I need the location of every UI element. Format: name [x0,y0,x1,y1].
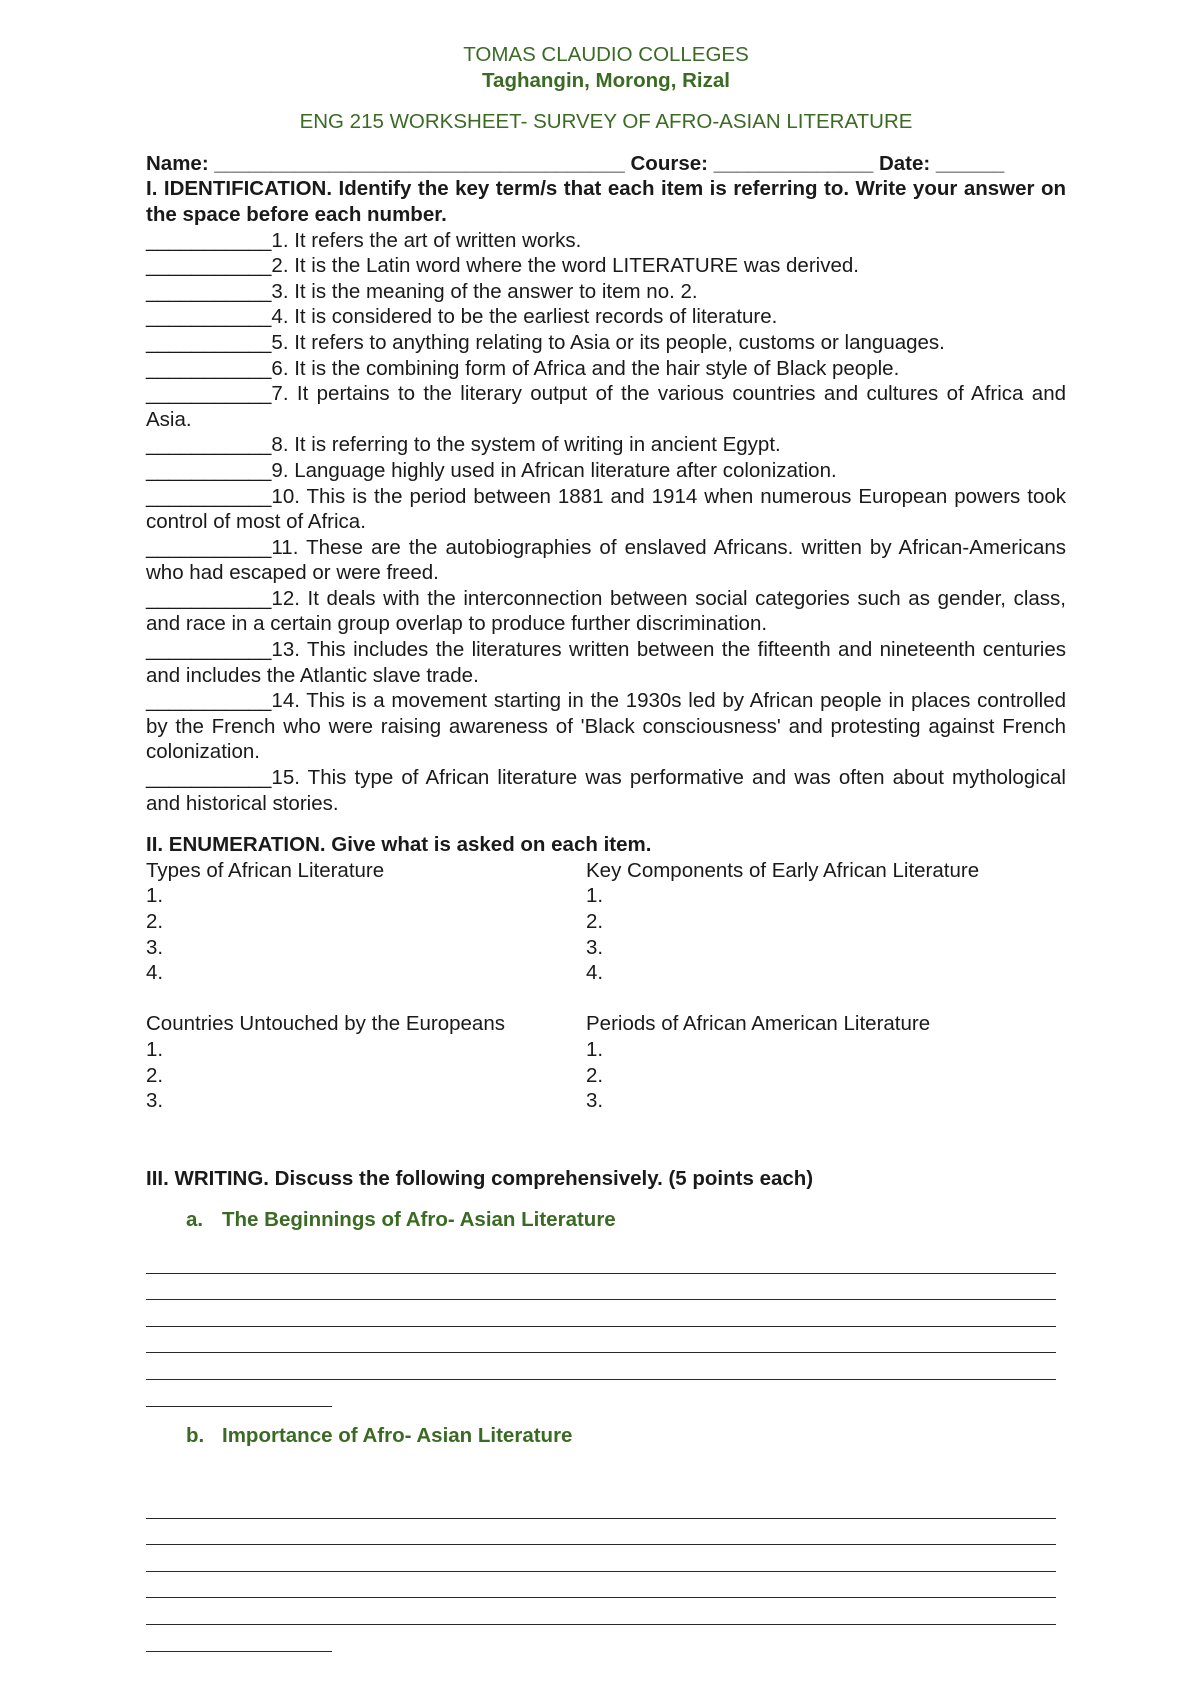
identification-item[interactable]: ___________1. It refers the art of written works. [146,228,582,252]
enumeration-number[interactable]: 3. [146,935,164,959]
identification-item[interactable]: ___________9. Language highly used in African literature after colonization. [146,458,837,482]
enumeration-heading: II. ENUMERATION. Give what is asked on each item. [146,833,652,857]
enumeration-group-title: Types of African Literature [146,858,385,882]
enumeration-number[interactable]: 2. [586,910,604,933]
answer-line[interactable] [146,1572,1056,1599]
school-name: TOMAS CLAUDIO COLLEGES [463,43,749,66]
enumeration-group-title: Key Components of Early African Literature [586,858,980,882]
identification-heading: I. IDENTIFICATION. Identify the key term/s that each item is referring to. Write your answer on the space before each number. [146,177,1066,226]
enumeration-number[interactable]: 2. [146,1063,164,1087]
enumeration-row-1 [146,858,1066,986]
identification-item[interactable]: ___________7. It pertains to the literary output of the various countries and cultures of Africa and Asia. [146,382,1066,431]
identification-item[interactable]: ___________6. It is the combining form of Africa and the hair style of Black people. [146,356,900,380]
enumeration-number[interactable]: 3. [586,935,604,959]
prompt-letter: a. [186,1208,204,1232]
enumeration-number[interactable]: 1. [586,884,604,908]
prompt-text: The Beginnings of Afro- Asian Literature [222,1208,616,1232]
answer-line[interactable] [146,1380,332,1407]
answer-lines-a[interactable] [146,1247,1066,1407]
answer-line[interactable] [146,1598,1056,1625]
worksheet-page [146,42,1066,1652]
enumeration-row-2 [146,1011,1066,1113]
writing-prompt-b [186,1423,1066,1449]
enumeration-number[interactable]: 4. [146,961,164,985]
answer-line[interactable] [146,1327,1056,1354]
enumeration-number[interactable]: 1. [146,884,164,908]
answer-line[interactable] [146,1625,332,1652]
prompt-text: Importance of Afro- Asian Literature [222,1423,573,1447]
identification-item[interactable]: ___________12. It deals with the interconnection between social categories such as gender, class, and race in a certain group overlap to produce further discrimination. [146,586,1066,636]
identification-item[interactable]: ___________8. It is referring to the system of writing in ancient Egypt. [146,433,781,457]
answer-line[interactable] [146,1492,1056,1519]
enumeration-group [146,858,586,986]
identification-item[interactable]: ___________14. This is a movement starting in the 1930s led by African people in places controlled by the French who were raising awareness of 'Black consciousness' and protesting against French colonization. [146,689,1066,764]
enumeration-group [146,1011,586,1113]
name-course-date-line[interactable]: Name: ____________________________________ Course: ______________ Date: ______ [146,151,1005,175]
enumeration-number[interactable]: 2. [146,910,164,933]
identification-item[interactable]: ___________4. It is considered to be the earliest records of literature. [146,305,778,329]
enumeration-group [586,858,1026,986]
answer-line[interactable] [146,1274,1056,1301]
answer-line[interactable] [146,1247,1056,1274]
worksheet-title: ENG 215 WORKSHEET- SURVEY OF AFRO-ASIAN LITERATURE [299,110,913,134]
identification-item[interactable]: ___________15. This type of African literature was performative and was often about mythological and historical stories. [146,766,1066,815]
enumeration-number[interactable]: 1. [146,1037,164,1061]
answer-line[interactable] [146,1545,1056,1572]
answer-line[interactable] [146,1519,1056,1546]
enumeration-number[interactable]: 1. [586,1037,604,1061]
answer-lines-b[interactable] [146,1492,1066,1652]
enumeration-number[interactable]: 3. [586,1089,604,1113]
writing-prompt-a [186,1207,1066,1233]
spacer [146,986,1066,1012]
prompt-letter: b. [186,1423,205,1447]
identification-list [146,228,1066,817]
enumeration-group-title: Periods of African American Literature [586,1012,931,1036]
spacer [146,1462,1066,1492]
school-location: Taghangin, Morong, Rizal [482,68,730,92]
answer-line[interactable] [146,1300,1056,1327]
enumeration-number[interactable]: 4. [586,961,604,985]
identification-item[interactable]: ___________5. It refers to anything relating to Asia or its people, customs or languages. [146,330,945,354]
writing-heading: III. WRITING. Discuss the following comprehensively. (5 points each) [146,1166,814,1190]
identification-item[interactable]: ___________11. These are the autobiographies of enslaved Africans. written by African-Americans who had escaped or were freed. [146,535,1066,585]
enumeration-number[interactable]: 2. [586,1063,604,1087]
identification-item[interactable]: ___________3. It is the meaning of the answer to item no. 2. [146,279,698,303]
identification-item[interactable]: ___________13. This includes the literatures written between the fifteenth and nineteenth centuries and includes the Atlantic slave trade. [146,638,1066,687]
enumeration-group-title: Countries Untouched by the Europeans [146,1012,505,1036]
answer-line[interactable] [146,1353,1056,1380]
identification-item[interactable]: ___________2. It is the Latin word where the word LITERATURE was derived. [146,254,859,278]
identification-item[interactable]: ___________10. This is the period between 1881 and 1914 when numerous European powers took control of most of Africa. [146,484,1066,534]
enumeration-number[interactable]: 3. [146,1089,164,1113]
enumeration-group [586,1011,1026,1113]
